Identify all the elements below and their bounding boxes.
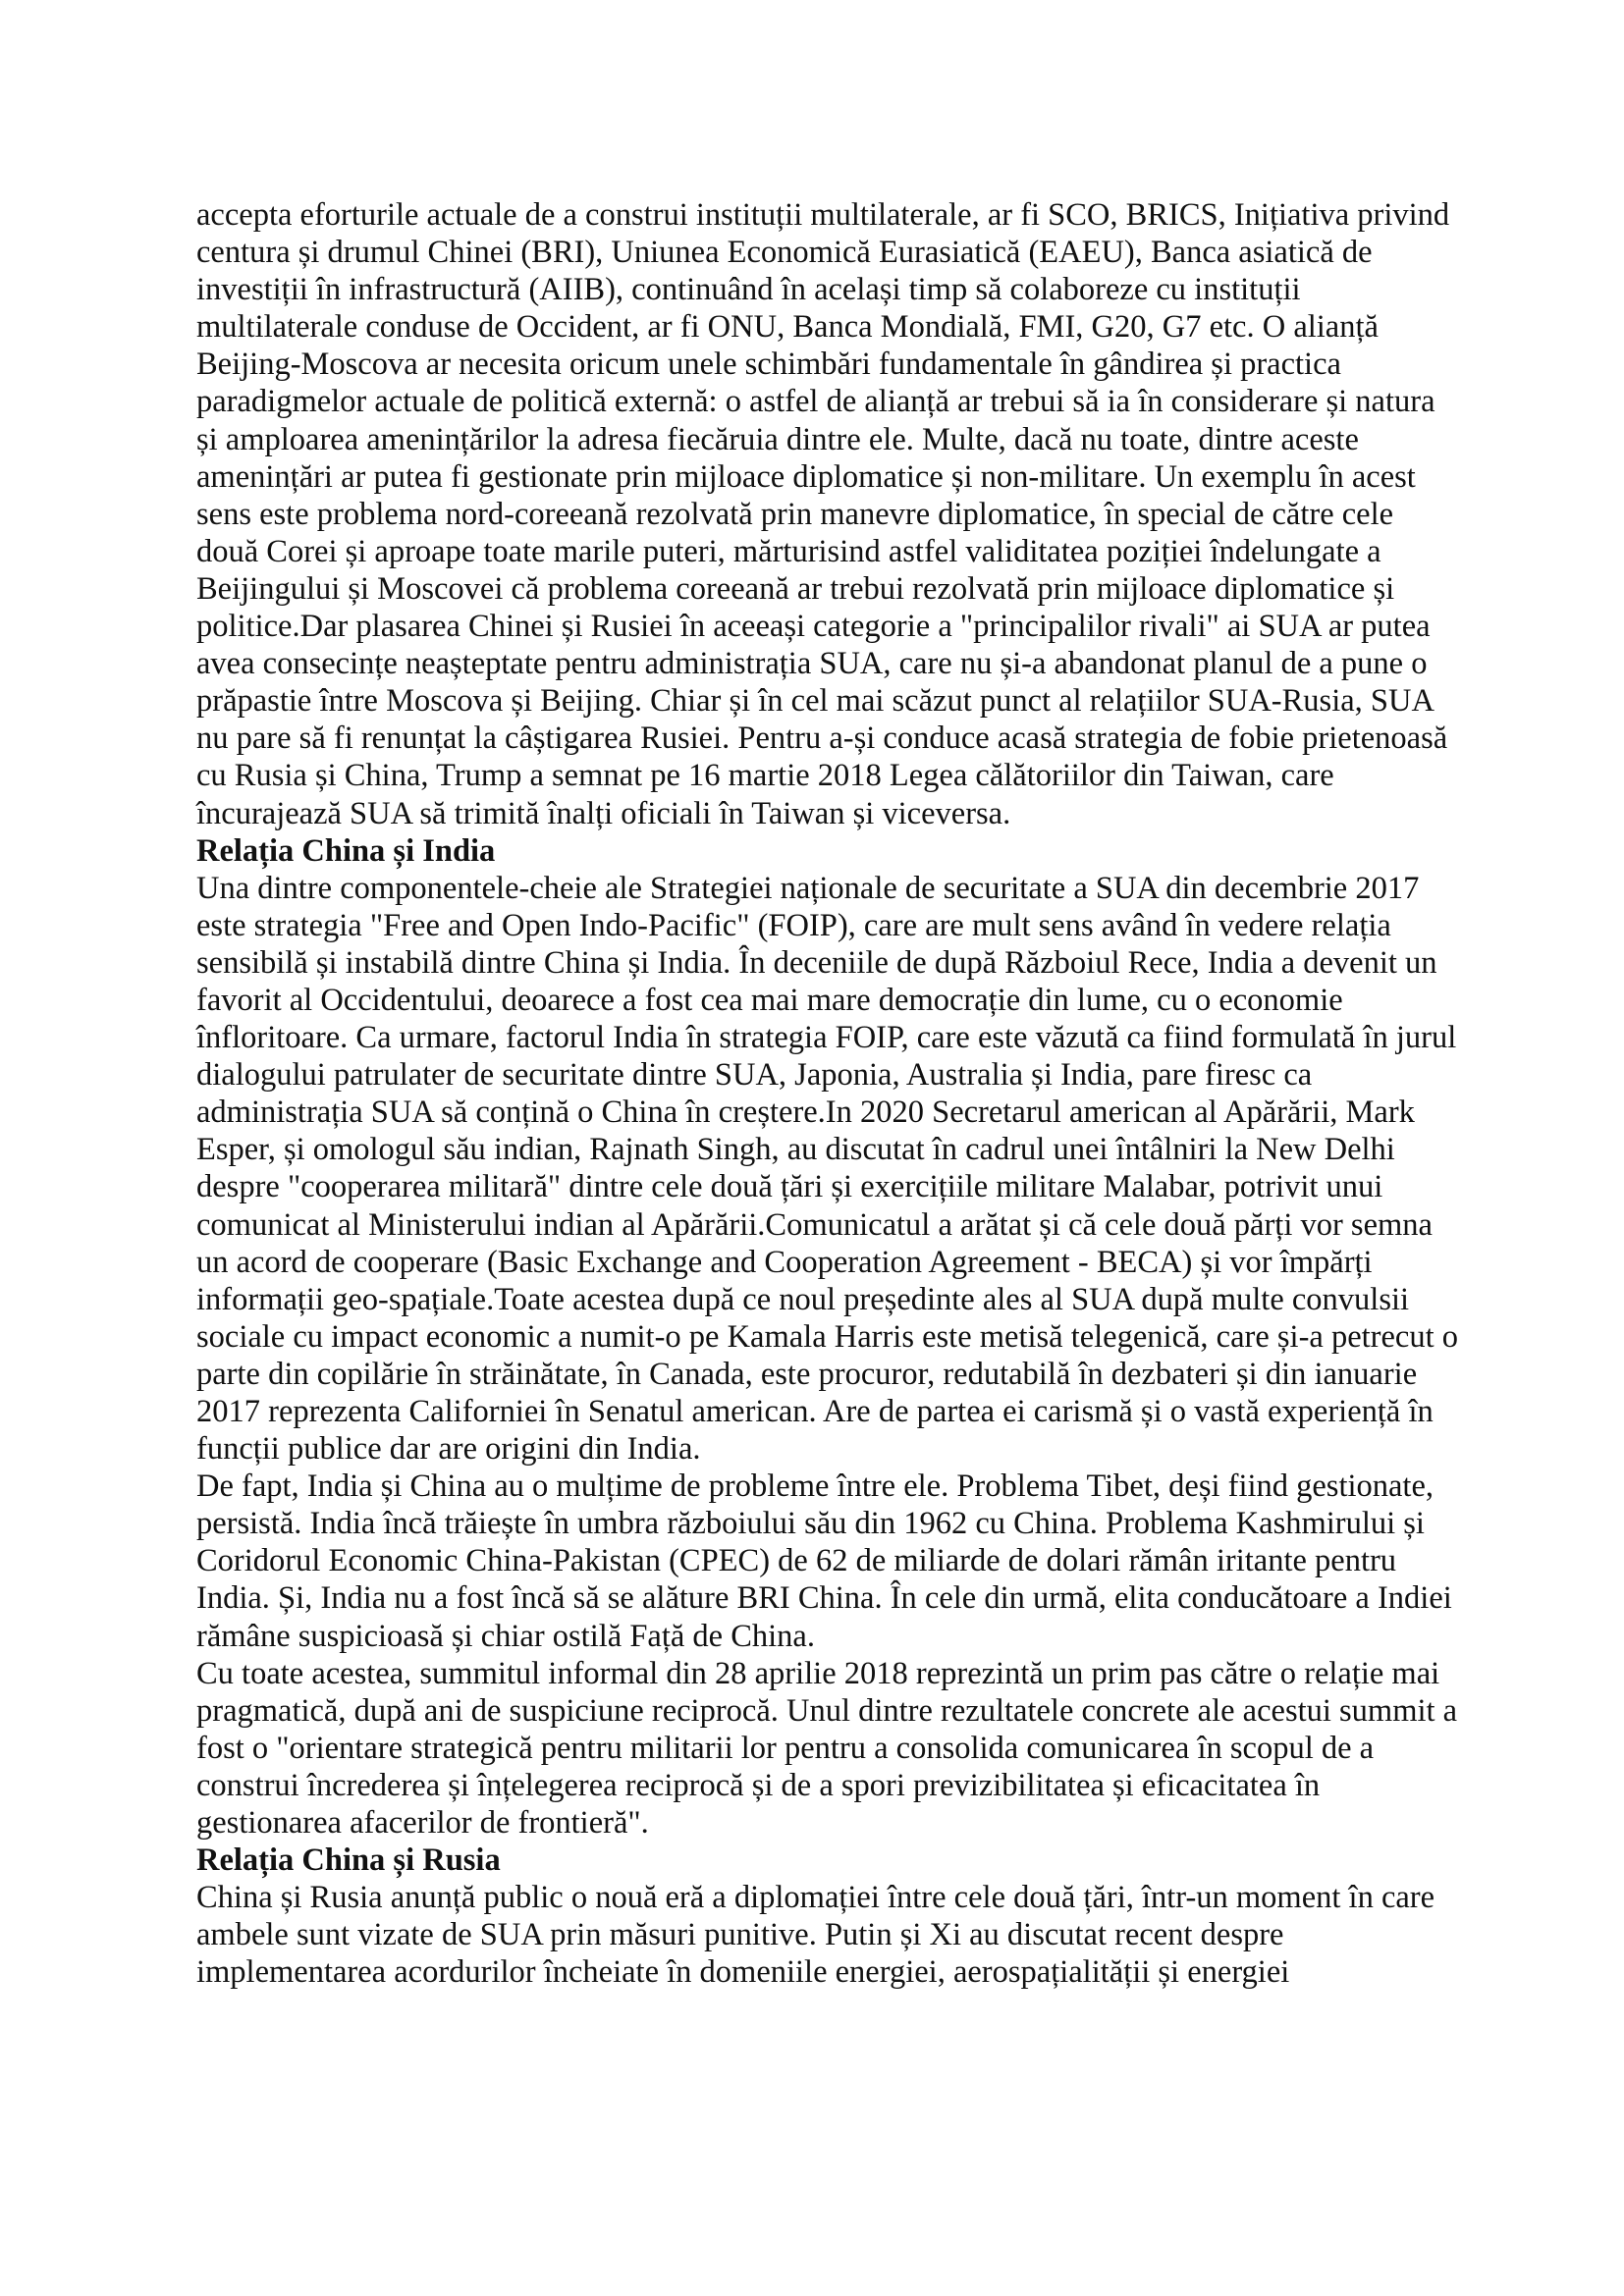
- section-heading-china-russia: Relația China și Rusia: [196, 1842, 501, 1879]
- paragraph-china-russia-diplomacy: China și Rusia anunță public o nouă eră a diplomației între cele două țări, într-un moment în care ambele sunt vizate de SUA prin măsuri punitive. Putin și Xi au discutat recent despre implementarea acordurilor încheiate în domeniile energiei, aerospațialității și energiei: [196, 1880, 1435, 1991]
- paragraph-india-china-problems: De fapt, India și China au o mulțime de probleme între ele. Problema Tibet, deși fiind gestionate, persistă. India încă trăiește în umbra războiului său din 1962 cu China. Problema Kashmirului și Coridorul Economic China-Pakistan (CPEC) de 62 de miliarde de dolari rămân iritante pentru India. Și, India nu a fost încă să se alăture BRI China. În cele din urmă, elita conducătoare a Indiei rămâne suspicioasă și chiar ostilă Față de China.: [196, 1468, 1452, 1654]
- paragraph-foip-strategy: Una dintre componentele-cheie ale Strategiei naționale de securitate a SUA din decembrie 2017 este strategia "Free and Open Indo-Pacific" (FOIP), care are mult sens având în vedere relația sensibilă și instabilă dintre China și India. În deceniile de după Războiul Rece, India a devenit un favorit al Occidentului, deoarece a fost cea mai mare democrație din lume, cu o economie înfloritoare. Ca urmare, factorul India în strategia FOIP, care este văzută ca fiind formulată în jurul dialogului patrulater de securitate dintre SUA, Japonia, Australia și India, pare firesc ca administrația SUA să conțină o China în creștere.In 2020 Secretarul american al Apărării, Mark Esper, și omologul său indian, Rajnath Singh, au discutat în cadrul unei întâlniri la New Delhi despre "cooperarea militară" dintre cele două țări și exercițiile militare Malabar, potrivit unui comunicat al Ministerului indian al Apărării.Comunicatul a arătat și că cele două părți vor semna un acord de cooperare (Basic Exchange and Cooperation Agreement - BECA) și vor împărți informații geo-spațiale.Toate acestea după ce noul președinte ales al SUA după multe convulsii sociale cu impact economic a numit-o pe Kamala Harris este metisă telegenică, care și-a petrecut o parte din copilărie în străinătate, în Canada, este procuror, redutabilă în dezbateri și din ianuarie 2017 reprezenta Californiei în Senatul american. Are de partea ei carismă și o vastă experiență în funcții publice dar are origini din India.: [196, 870, 1458, 1468]
- paragraph-informal-summit: Cu toate acestea, summitul informal din 28 aprilie 2018 reprezintă un prim pas către o relație mai pragmatică, după ani de suspiciune reciprocă. Unul dintre rezultatele concrete ale acestui summit a fost o "orientare strategică pentru militarii lor pentru a consolida comunicarea în scopul de a construi încrederea și înțelegerea reciprocă și de a spori previzibilitatea și eficacitatea în gestionarea afacerilor de frontieră".: [196, 1655, 1458, 1842]
- document-page: [196, 196, 1463, 1992]
- section-heading-china-india: Relația China și India: [196, 832, 496, 869]
- paragraph-multilateral-institutions: accepta eforturile actuale de a construi instituții multilaterale, ar fi SCO, BRICS, Inițiativa privind centura și drumul Chinei (BRI), Uniunea Economică Eurasiatică (EAEU), Banca asiatică de investiții în infrastructură (AIIB), continuând în același timp să colaboreze cu instituții multilaterale conduse de Occident, ar fi ONU, Banca Mondială, FMI, G20, G7 etc. O alianță Beijing-Moscova ar necesita oricum unele schimbări fundamentale în gândirea și practica paradigmelor actuale de politică externă: o astfel de alianță ar trebui să ia în considerare și natura și amploarea amenințărilor la adresa fiecăruia dintre ele. Multe, dacă nu toate, dintre aceste amenințări ar putea fi gestionate prin mijloace diplomatice și non-militare. Un exemplu în acest sens este problema nord-coreeană rezolvată prin manevre diplomatice, în special de către cele două Corei și aproape toate marile puteri, mărturisind astfel validitatea poziției îndelungate a Beijingului și Moscovei că problema coreeană ar trebui rezolvată prin mijloace diplomatice și politice.Dar plasarea Chinei și Rusiei în aceeași categorie a "principalilor rivali" ai SUA ar putea avea consecințe neașteptate pentru administrația SUA, care nu și-a abandonat planul de a pune o prăpastie între Moscova și Beijing. Chiar și în cel mai scăzut punct al relațiilor SUA-Rusia, SUA nu pare să fi renunțat la câștigarea Rusiei. Pentru a-și conduce acasă strategia de fobie prietenoasă cu Rusia și China, Trump a semnat pe 16 martie 2018 Legea călătoriilor din Taiwan, care încurajează SUA să trimită înalți oficiali în Taiwan și viceversa.: [196, 197, 1450, 831]
